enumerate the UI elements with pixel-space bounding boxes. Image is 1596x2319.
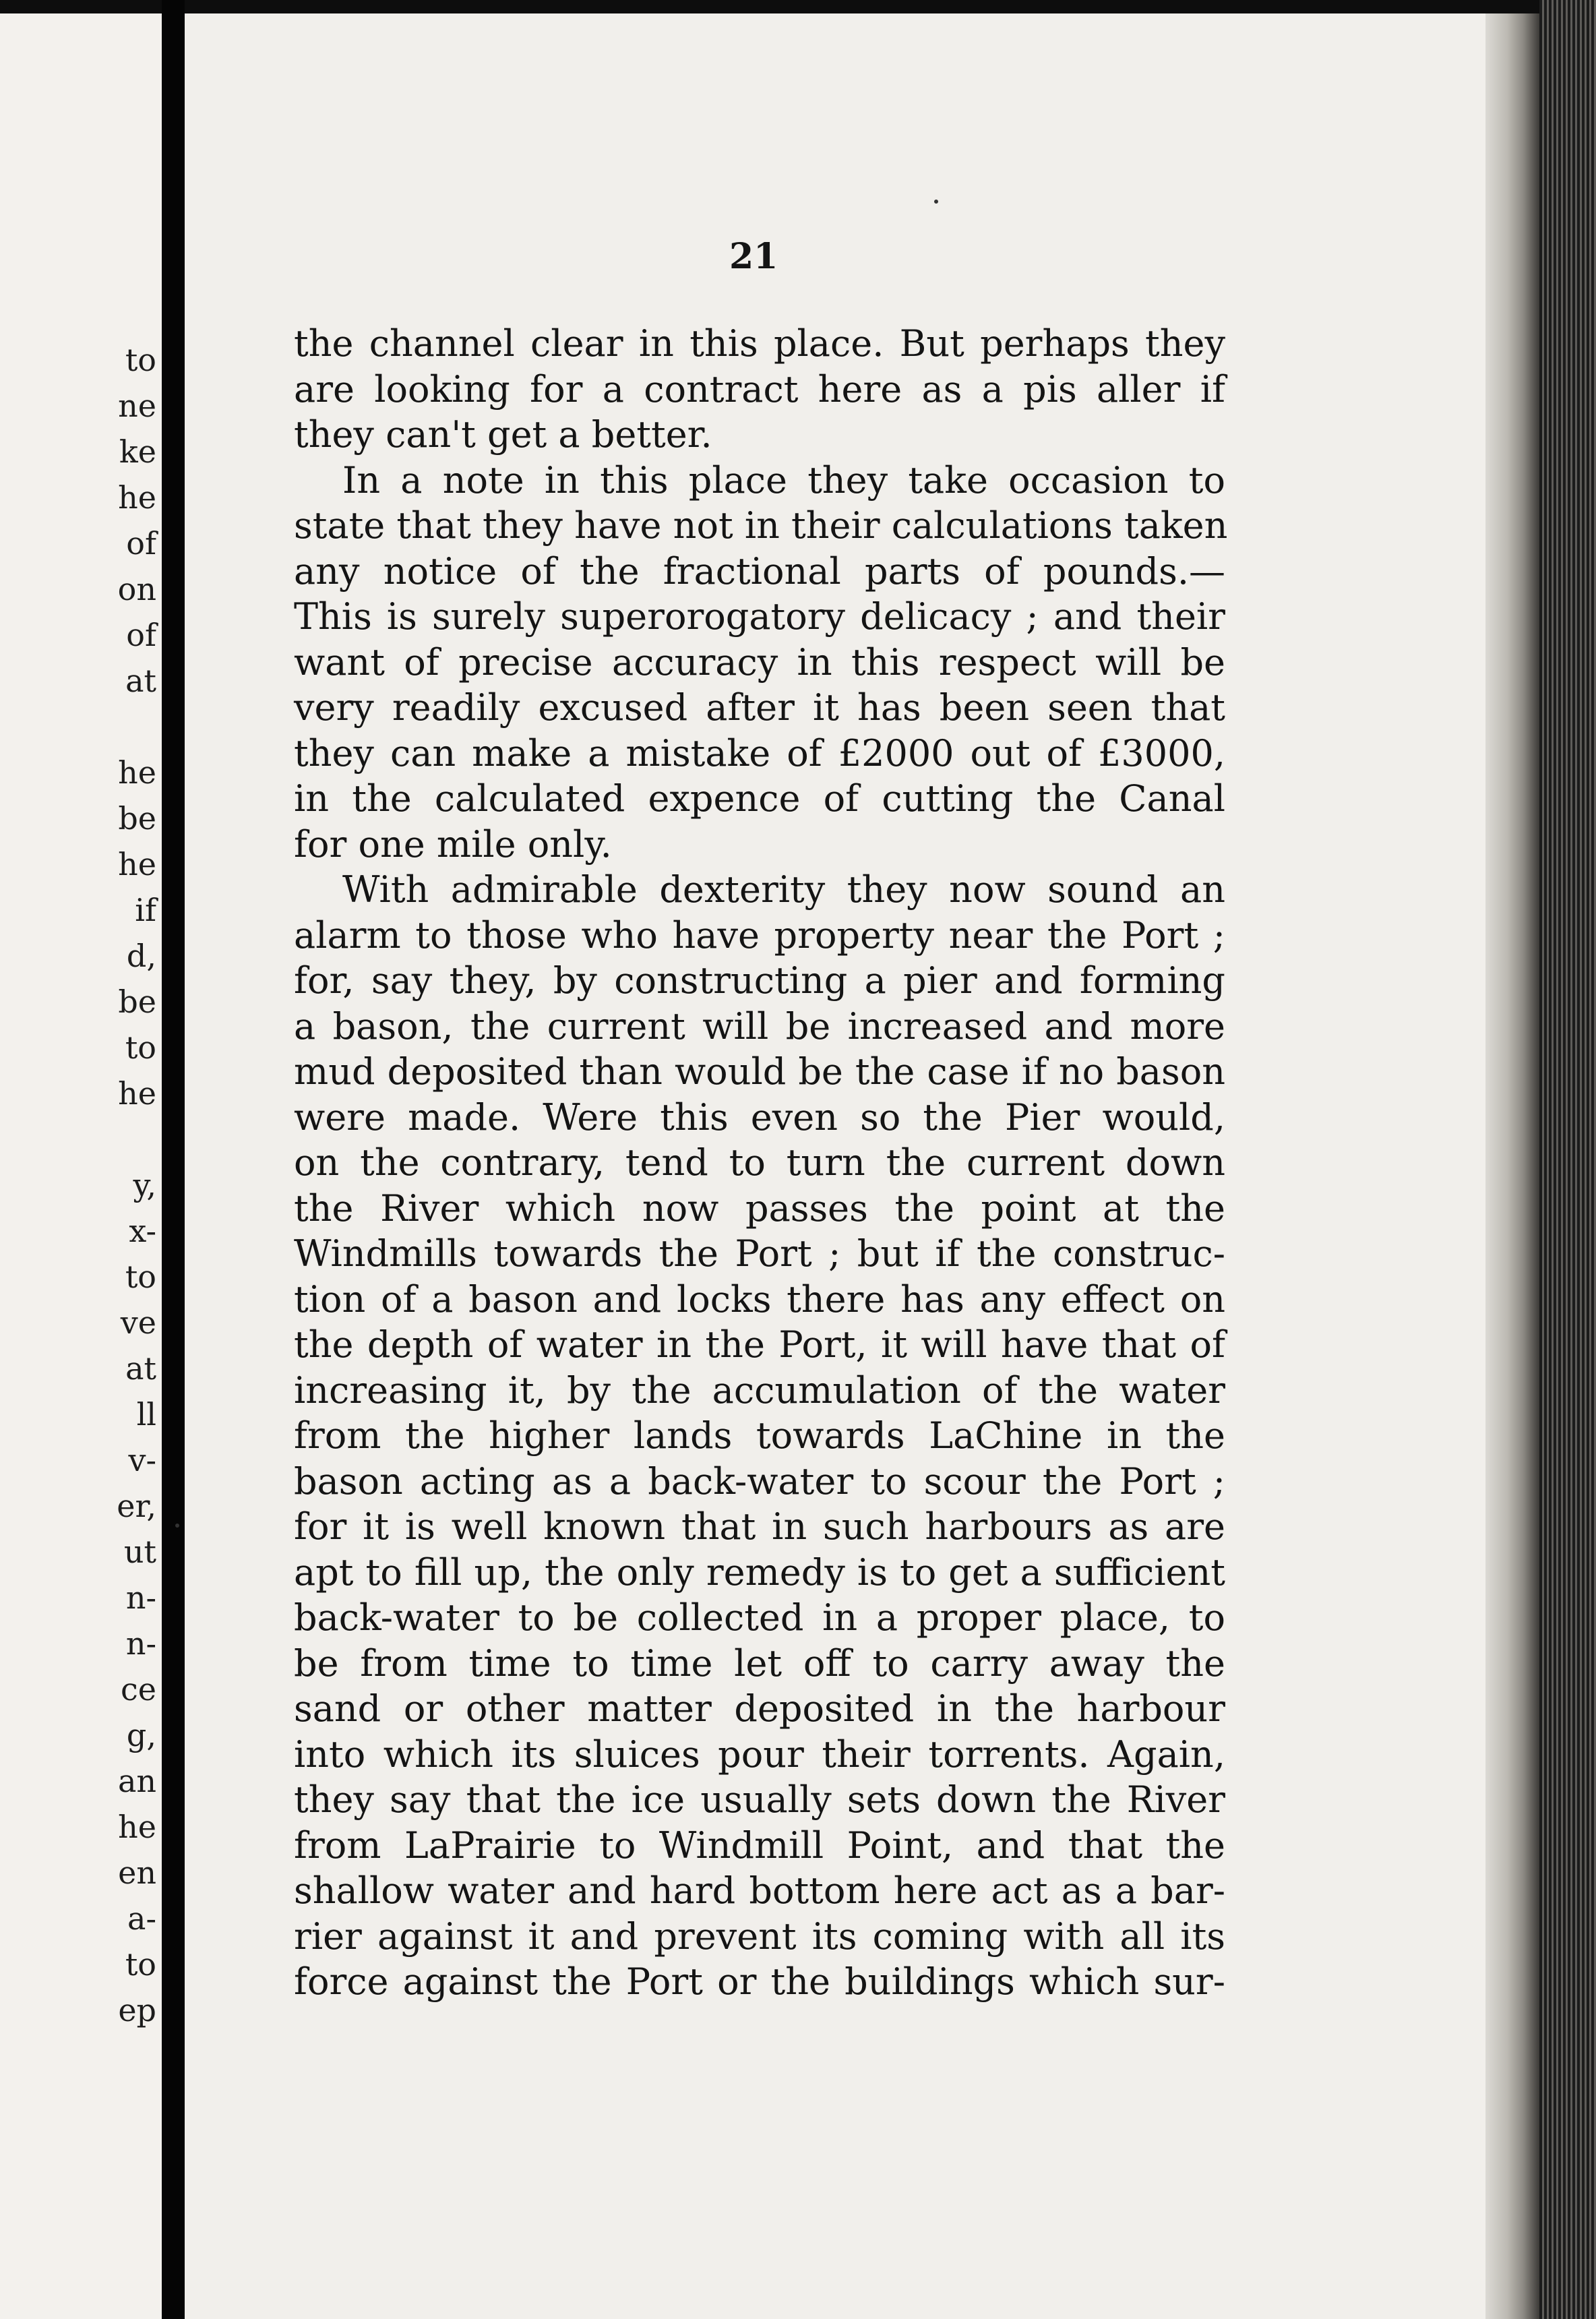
facing-page-line: d,: [126, 938, 156, 974]
text-line: want of precise accuracy in this respect will be: [294, 640, 1225, 684]
facing-page-line: er,: [117, 1488, 156, 1524]
facing-page-line: he: [118, 846, 156, 882]
ink-speck: [175, 1524, 179, 1528]
facing-page-line: to: [125, 1029, 156, 1066]
facing-page-line: an: [117, 1763, 156, 1799]
facing-page-line: [117, 704, 156, 750]
facing-page-line: to: [125, 1259, 156, 1295]
facing-page-line: x-: [129, 1213, 156, 1249]
text-line: back-water to be collected in a proper place, to: [294, 1596, 1225, 1639]
text-line: With admirable dexterity they now sound an: [342, 868, 1225, 911]
text-line: alarm to those who have property near the Port ;: [294, 913, 1225, 957]
facing-page-line: at: [125, 1350, 156, 1387]
facing-page-line: he: [118, 754, 156, 791]
page-number: 21: [729, 236, 778, 277]
text-line: any notice of the fractional parts of pounds.—: [294, 549, 1225, 593]
facing-page-line: to: [125, 1946, 156, 1983]
facing-page-line: be: [118, 984, 156, 1020]
text-line: force against the Port or the buildings which sur-: [294, 1960, 1225, 2003]
facing-page-line: of: [126, 617, 156, 653]
facing-page-line: ne: [118, 388, 156, 424]
text-line: from the higher lands towards LaChine in the: [294, 1414, 1225, 1457]
text-line: very readily excused after it has been seen that: [294, 686, 1225, 729]
body-text: [294, 321, 1228, 2005]
facing-page-line: a-: [127, 1900, 156, 1937]
facing-page-text: [117, 337, 156, 2033]
facing-page-line: y,: [133, 1167, 156, 1203]
text-line: mud deposited than would be the case if no bason: [294, 1050, 1225, 1093]
text-line: in the calculated expence of cutting the Canal: [294, 777, 1225, 820]
facing-page-line: be: [118, 800, 156, 837]
facing-page-line: n-: [125, 1625, 156, 1662]
text-line: state that they have not in their calculations taken: [294, 504, 1228, 547]
text-line: they say that the ice usually sets down the River: [294, 1778, 1225, 1821]
text-line: are looking for a contract here as a pis aller if: [294, 367, 1225, 411]
page-stack-edge: [1539, 0, 1596, 2319]
text-line: from LaPrairie to Windmill Point, and that the: [294, 1824, 1225, 1867]
text-line: were made. Were this even so the Pier would,: [294, 1095, 1225, 1139]
facing-page-line: at: [125, 663, 156, 699]
facing-page-line: on: [117, 571, 156, 607]
text-line: the River which now passes the point at the: [294, 1186, 1225, 1230]
facing-page-line: n-: [125, 1579, 156, 1616]
facing-page-line: to: [125, 342, 156, 378]
text-line: a bason, the current will be increased and more: [294, 1004, 1225, 1048]
facing-page-line: he: [118, 479, 156, 516]
facing-page-line: g,: [126, 1717, 156, 1753]
text-line: tion of a bason and locks there has any effect on: [294, 1277, 1225, 1321]
facing-page-line: ce: [121, 1671, 156, 1708]
text-line: rier against it and prevent its coming with all its: [294, 1915, 1225, 1958]
facing-page-line: ut: [123, 1534, 156, 1570]
text-line: sand or other matter deposited in the harbour: [294, 1687, 1225, 1730]
text-line: Windmills towards the Port ; but if the construc-: [294, 1232, 1225, 1275]
text-line: for it is well known that in such harbours as are: [294, 1505, 1225, 1548]
text-line: into which its sluices pour their torrents. Again,: [294, 1733, 1225, 1776]
book-binding-gutter: [162, 0, 185, 2319]
facing-page-line: of: [126, 525, 156, 562]
facing-page-line: en: [118, 1855, 156, 1891]
text-line: they can make a mistake of £2000 out of £3000,: [294, 731, 1225, 775]
facing-page-line: he: [118, 1075, 156, 1112]
page-edge-shadow: [1485, 13, 1539, 2319]
facing-page-line: ve: [120, 1304, 156, 1341]
text-line: be from time to time let off to carry away the: [294, 1642, 1225, 1685]
text-line: In a note in this place they take occasion to: [342, 458, 1225, 502]
text-line: increasing it, by the accumulation of the water: [294, 1368, 1225, 1412]
facing-page-line: ll: [136, 1396, 156, 1433]
text-line: for, say they, by constructing a pier and forming: [294, 959, 1225, 1002]
facing-page-line: if: [135, 892, 156, 928]
text-line: This is surely superorogatory delicacy ; and their: [294, 595, 1225, 638]
facing-page-line: [117, 1116, 156, 1162]
text-line: for one mile only.: [294, 822, 612, 866]
text-line: shallow water and hard bottom here act as a bar-: [294, 1869, 1225, 1912]
facing-page-line: he: [118, 1809, 156, 1845]
text-line: on the contrary, tend to turn the current down: [294, 1141, 1225, 1184]
text-line: apt to fill up, the only remedy is to get a sufficient: [294, 1550, 1225, 1594]
facing-page: [0, 13, 162, 2319]
facing-page-line: ke: [119, 433, 156, 470]
facing-page-line: ep: [118, 1992, 156, 2028]
text-line: bason acting as a back-water to scour the Port ;: [294, 1459, 1225, 1503]
text-line: they can't get a better.: [294, 413, 712, 456]
text-line: the depth of water in the Port, it will have that of: [294, 1323, 1225, 1366]
ink-speck: [934, 200, 938, 204]
text-line: the channel clear in this place. But perhaps they: [294, 322, 1225, 365]
facing-page-line: v-: [128, 1442, 156, 1478]
